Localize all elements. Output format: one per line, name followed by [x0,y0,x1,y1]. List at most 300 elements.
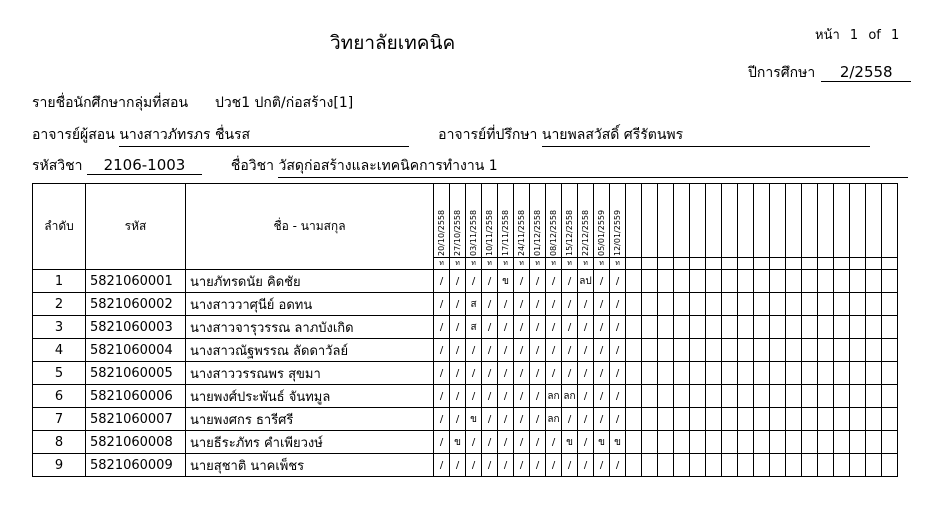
attendance-mark [706,431,722,454]
attendance-mark: / [610,385,626,408]
attendance-mark: / [530,431,546,454]
date-column-header [658,184,674,258]
attendance-mark: / [546,339,562,362]
attendance-mark [674,362,690,385]
attendance-mark [786,316,802,339]
attendance-mark: / [466,431,482,454]
attendance-mark [690,431,706,454]
teacher-label: อาจารย์ผู้สอน [32,127,115,143]
student-name: นายธีระภัทร คำเพียวงษ์ [186,431,434,454]
attendance-mark [834,431,850,454]
date-column-header [626,184,642,258]
attendance-mark [802,270,818,293]
period-type-header [866,258,882,270]
table-row [33,316,898,339]
attendance-mark: / [530,385,546,408]
attendance-mark [690,362,706,385]
attendance-mark [770,362,786,385]
attendance-mark [882,293,898,316]
period-type-header [770,258,786,270]
attendance-mark: / [434,385,450,408]
date-label: 17/11/2558 [501,209,510,256]
teacher-value: นางสาวภัทรภร ชื่นรส [119,124,409,147]
attendance-mark [802,339,818,362]
page-total: 1 [891,28,900,43]
attendance-mark [642,316,658,339]
period-type-header [802,258,818,270]
attendance-mark [866,454,882,477]
attendance-mark [802,431,818,454]
attendance-mark: / [434,339,450,362]
attendance-mark: / [482,454,498,477]
attendance-mark [690,385,706,408]
attendance-mark: / [530,293,546,316]
attendance-mark [818,293,834,316]
attendance-mark [626,339,642,362]
attendance-mark [770,385,786,408]
attendance-mark [802,293,818,316]
student-id: 5821060006 [86,385,186,408]
attendance-mark [642,293,658,316]
attendance-mark: / [530,316,546,339]
attendance-mark [738,270,754,293]
date-column-header [690,184,706,258]
attendance-mark [706,293,722,316]
attendance-mark [834,454,850,477]
attendance-mark: ส [466,293,482,316]
attendance-mark [866,270,882,293]
attendance-mark: / [482,339,498,362]
date-label: 24/11/2558 [517,209,526,256]
attendance-mark [722,385,738,408]
teacher-line [32,124,870,147]
attendance-mark [658,362,674,385]
student-id: 5821060002 [86,293,186,316]
attendance-mark: / [466,362,482,385]
table-row [33,293,898,316]
page-of-label: of [868,28,881,43]
attendance-mark [818,454,834,477]
attendance-mark [834,316,850,339]
attendance-mark [818,362,834,385]
attendance-table [32,183,898,477]
attendance-mark [674,454,690,477]
attendance-mark: / [450,339,466,362]
attendance-mark [866,408,882,431]
attendance-mark: / [514,293,530,316]
attendance-mark [786,270,802,293]
attendance-mark [770,454,786,477]
attendance-mark [802,385,818,408]
attendance-mark [818,270,834,293]
attendance-mark [738,293,754,316]
student-id: 5821060008 [86,431,186,454]
attendance-mark [658,270,674,293]
attendance-mark: / [514,385,530,408]
date-column-header [562,184,578,258]
class-group-line [32,92,353,114]
attendance-mark [786,454,802,477]
attendance-mark: / [562,293,578,316]
attendance-mark: / [594,339,610,362]
attendance-mark [866,362,882,385]
attendance-mark [722,270,738,293]
course-name-value: วัสดุก่อสร้างและเทคนิคการทำงาน 1 [278,155,908,178]
attendance-mark [834,339,850,362]
attendance-mark [770,316,786,339]
attendance-mark [770,408,786,431]
period-type-header: ท [578,258,594,270]
attendance-mark: / [498,385,514,408]
date-column-header [770,184,786,258]
row-number: 7 [33,408,86,431]
attendance-mark [834,408,850,431]
attendance-mark [818,339,834,362]
course-code-value: 2106-1003 [87,156,202,175]
attendance-mark: / [514,431,530,454]
attendance-mark [866,431,882,454]
attendance-mark: / [498,454,514,477]
row-number: 1 [33,270,86,293]
table-row [33,454,898,477]
attendance-mark [642,270,658,293]
attendance-mark: / [546,316,562,339]
attendance-mark [626,385,642,408]
period-type-header [882,258,898,270]
attendance-mark [802,408,818,431]
period-type-header [706,258,722,270]
attendance-mark [658,408,674,431]
attendance-mark: / [578,339,594,362]
attendance-mark [658,293,674,316]
attendance-mark [850,316,866,339]
date-column-header [642,184,658,258]
attendance-mark: / [450,362,466,385]
attendance-mark: / [562,408,578,431]
student-name: นางสาววาศุนีย์ อดทน [186,293,434,316]
date-column-header [546,184,562,258]
attendance-mark [674,431,690,454]
attendance-mark [626,316,642,339]
student-name: นายภัทรดนัย คิดชัย [186,270,434,293]
attendance-mark: / [594,362,610,385]
student-name: นายพงศกร ธารีศรี [186,408,434,431]
date-label: 12/01/2559 [613,209,622,256]
attendance-mark [754,270,770,293]
attendance-mark [786,431,802,454]
attendance-mark [626,408,642,431]
attendance-mark: / [482,431,498,454]
attendance-mark: / [578,454,594,477]
row-number: 9 [33,454,86,477]
date-column-header [882,184,898,258]
attendance-mark [754,293,770,316]
attendance-mark [658,431,674,454]
attendance-mark: / [594,454,610,477]
attendance-mark: / [562,454,578,477]
academic-year-label: ปีการศึกษา [748,65,816,81]
student-name: นายสุชาติ นาคเพ็ชร [186,454,434,477]
period-type-header: ท [530,258,546,270]
attendance-mark [818,316,834,339]
attendance-mark: ข [594,431,610,454]
attendance-mark [738,431,754,454]
page-number: 1 [849,28,859,43]
attendance-mark [626,362,642,385]
date-column-header [530,184,546,258]
attendance-mark [626,454,642,477]
attendance-mark [722,339,738,362]
period-type-header: ท [466,258,482,270]
attendance-mark [706,408,722,431]
advisor-label: อาจารย์ที่ปรึกษา [438,127,538,143]
attendance-mark: / [434,454,450,477]
attendance-mark: / [514,339,530,362]
attendance-mark: / [482,316,498,339]
period-type-header: ท [610,258,626,270]
period-type-header: ท [482,258,498,270]
attendance-mark [770,293,786,316]
attendance-mark [722,431,738,454]
attendance-mark [674,339,690,362]
attendance-mark [802,362,818,385]
date-column-header [738,184,754,258]
attendance-mark [882,316,898,339]
attendance-mark [642,339,658,362]
date-label: 20/10/2558 [437,209,446,256]
attendance-mark: / [434,293,450,316]
attendance-mark [834,293,850,316]
attendance-mark [738,454,754,477]
attendance-mark [626,270,642,293]
attendance-mark [738,339,754,362]
attendance-mark: / [466,339,482,362]
class-group-value: ปวช1 ปกติ/ก่อสร้าง[1] [214,95,354,111]
date-column-header [514,184,530,258]
course-line [32,155,908,178]
period-type-header: ท [562,258,578,270]
attendance-mark [706,454,722,477]
row-number: 5 [33,362,86,385]
course-name-label: ชื่อวิชา [230,158,275,174]
date-column-header [834,184,850,258]
attendance-mark: / [610,408,626,431]
attendance-mark: / [482,293,498,316]
date-label: 08/12/2558 [549,209,558,256]
attendance-mark: / [450,293,466,316]
academic-year-value: 2/2558 [821,63,911,82]
student-id: 5821060004 [86,339,186,362]
attendance-mark [882,270,898,293]
attendance-mark [722,316,738,339]
attendance-mark [722,293,738,316]
attendance-mark [834,362,850,385]
attendance-mark [642,385,658,408]
page-label: หน้า [815,28,840,43]
date-label: 15/12/2558 [565,209,574,256]
attendance-mark: / [546,431,562,454]
attendance-mark [850,339,866,362]
attendance-mark: / [562,316,578,339]
student-name: นางสาวจารุวรรณ ลาภบังเกิด [186,316,434,339]
attendance-mark [866,293,882,316]
attendance-mark: / [610,339,626,362]
attendance-mark: / [498,362,514,385]
attendance-mark [706,339,722,362]
attendance-mark [738,316,754,339]
attendance-mark: / [546,454,562,477]
attendance-mark [722,362,738,385]
date-column-header [802,184,818,258]
student-id: 5821060005 [86,362,186,385]
period-type-header [786,258,802,270]
period-type-header: ท [498,258,514,270]
attendance-mark: / [610,362,626,385]
page-info [815,24,905,45]
student-name: นางสาวณัฐพรรณ ลัดดาวัลย์ [186,339,434,362]
table-row [33,431,898,454]
period-type-header [834,258,850,270]
attendance-mark: / [466,454,482,477]
attendance-mark [786,339,802,362]
attendance-mark [866,385,882,408]
attendance-mark: / [498,408,514,431]
attendance-mark [754,362,770,385]
date-label: 01/12/2558 [533,209,542,256]
attendance-mark [850,293,866,316]
date-label: 03/11/2558 [469,209,478,256]
period-type-header [754,258,770,270]
attendance-mark [866,339,882,362]
attendance-mark [882,431,898,454]
date-column-header [594,184,610,258]
attendance-mark: / [546,270,562,293]
attendance-mark: / [498,431,514,454]
attendance-mark [882,454,898,477]
period-type-header [722,258,738,270]
student-name: นายพงศ์ประพันธ์ จันทมูล [186,385,434,408]
attendance-mark: / [450,408,466,431]
attendance-mark: / [482,270,498,293]
attendance-mark: / [434,408,450,431]
attendance-mark [850,454,866,477]
attendance-mark: / [578,431,594,454]
attendance-mark [770,339,786,362]
date-column-header [674,184,690,258]
student-name: นางสาววรรณพร สุขมา [186,362,434,385]
period-type-header: ท [434,258,450,270]
table-row [33,362,898,385]
student-id: 5821060003 [86,316,186,339]
attendance-mark: / [546,362,562,385]
attendance-mark: / [434,362,450,385]
attendance-mark: / [450,454,466,477]
attendance-mark [882,362,898,385]
attendance-mark: / [482,408,498,431]
date-label: 22/12/2558 [581,209,590,256]
attendance-mark [834,385,850,408]
period-type-header [738,258,754,270]
attendance-mark: / [514,362,530,385]
attendance-mark [834,270,850,293]
period-type-header: ท [450,258,466,270]
date-label: 05/01/2559 [597,209,606,256]
column-header-name: ชื่อ - นามสกุล [186,184,434,270]
attendance-mark [690,408,706,431]
attendance-mark: / [482,362,498,385]
row-number: 6 [33,385,86,408]
attendance-mark: / [610,316,626,339]
period-type-header [850,258,866,270]
date-column-header [786,184,802,258]
period-type-header: ท [546,258,562,270]
attendance-mark [786,385,802,408]
attendance-mark: / [578,385,594,408]
attendance-mark [770,431,786,454]
attendance-mark [802,316,818,339]
attendance-mark [690,316,706,339]
attendance-mark: / [610,454,626,477]
attendance-mark: / [514,454,530,477]
attendance-mark: / [562,362,578,385]
attendance-mark [882,408,898,431]
period-type-header [626,258,642,270]
document-title: วิทยาลัยเทคนิค [330,32,456,54]
attendance-mark [674,316,690,339]
attendance-mark [722,408,738,431]
period-type-header [690,258,706,270]
attendance-mark: / [498,316,514,339]
attendance-mark [738,408,754,431]
attendance-mark: / [546,293,562,316]
attendance-mark [642,408,658,431]
table-row [33,385,898,408]
attendance-mark: ลก [546,385,562,408]
date-column-header [482,184,498,258]
attendance-mark [738,362,754,385]
attendance-mark: ข [610,431,626,454]
row-number: 2 [33,293,86,316]
attendance-mark [658,339,674,362]
attendance-mark: / [562,270,578,293]
attendance-mark: / [530,339,546,362]
column-header-order: ลำดับ [33,184,86,270]
attendance-mark [738,385,754,408]
attendance-mark [866,316,882,339]
attendance-mark [674,385,690,408]
date-column-header [754,184,770,258]
attendance-mark: ส [466,316,482,339]
date-column-header [578,184,594,258]
attendance-mark [770,270,786,293]
attendance-mark: / [450,316,466,339]
attendance-mark: / [530,408,546,431]
date-label: 27/10/2558 [453,209,462,256]
attendance-mark: / [610,270,626,293]
table-row [33,270,898,293]
row-number: 8 [33,431,86,454]
attendance-mark [818,431,834,454]
attendance-mark: / [434,431,450,454]
attendance-mark [690,339,706,362]
column-header-student-id: รหัส [86,184,186,270]
attendance-mark: / [594,408,610,431]
attendance-mark: / [514,408,530,431]
attendance-mark: ข [450,431,466,454]
attendance-mark: / [594,385,610,408]
attendance-mark: / [530,270,546,293]
advisor-value: นายพลสวัสดิ์ ศรีรัตนพร [542,124,870,147]
